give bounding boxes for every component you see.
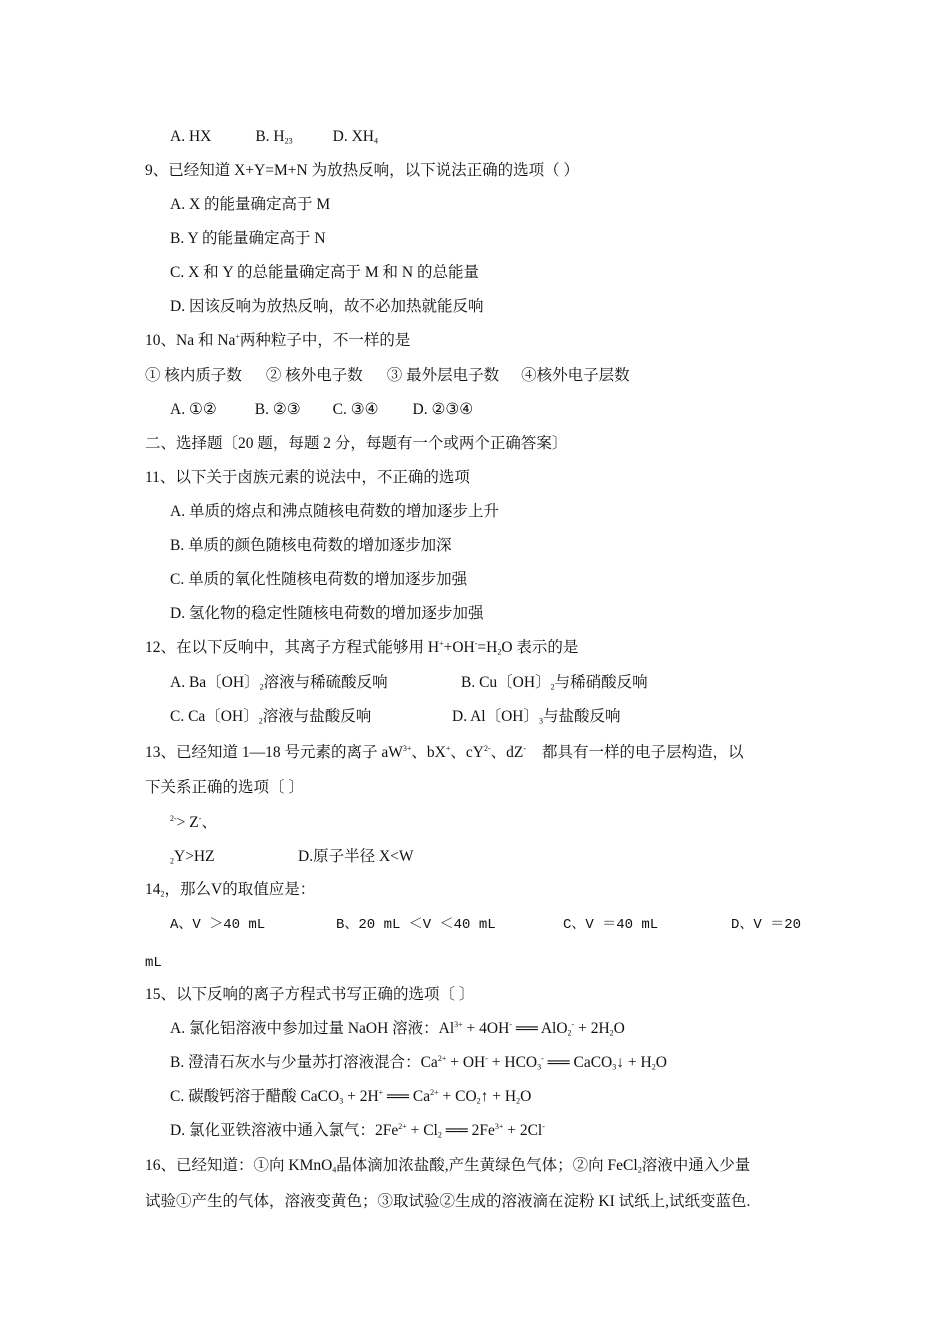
q12-option-d: D. Al〔OH〕$_3$与盐酸反响 (452, 708, 621, 726)
q11-stem: 11、以下关于卤族元素的说法中，不正确的选项 (145, 469, 470, 486)
q11-option-c: C. 单质的氧化性随核电荷数的增加逐步加强 (170, 571, 468, 588)
q10-items (145, 366, 630, 386)
q13-fragment-1: $^{2-}$> Z-、 (170, 814, 217, 831)
q15-option-b: B. 澄清石灰水与少量苏打溶液混合：$Ca^{2+} + OH^- + HCO_3^-$ ══ CaCO$_3$↓ + $H_2O$ (170, 1054, 667, 1072)
q16-stem-line2: 试验①产生的气体，溶液变黄色；③取试验②生成的溶液滴在淀粉 KI 试纸上,试纸变蓝色. (145, 1193, 751, 1210)
q14-option-b: B、20 mL ＜V ＜40 mL (336, 917, 496, 933)
q15-stem: 15、以下反响的离子方程式书写正确的选项〔 〕 (145, 986, 475, 1003)
q8-option-a: A. HX (170, 128, 212, 145)
q14-option-d-wrap: mL (145, 955, 162, 971)
q13-stem-line1: 13、已经知道 1—18 号元素的离子 $aW^{3+}$、bX+、$cY^{2-}$、dZ- 都具有一样的电子层构造，以 (145, 744, 744, 761)
q14-option-c: C、V ＝40 mL (563, 917, 659, 933)
q15-option-d: D. 氯化亚铁溶液中通入氯气：$2Fe^{2+} + Cl_2$ ══ $2Fe^{3+} + 2Cl^-$ (170, 1122, 545, 1140)
q10-option-a: A. ①② (170, 401, 217, 418)
q14-option-a: A、V ＞40 mL (170, 917, 266, 933)
q13-stem-line2: 下关系正确的选项〔 〕 (145, 779, 304, 796)
q10-options (170, 400, 473, 420)
q10-option-d: D. ②③④ (412, 401, 474, 418)
section-heading: 二、选择题〔20 题，每题 2 分，每题有一个或两个正确答案〕 (145, 435, 568, 452)
q16-stem-line1: 16、已经知道：①向 KMnO$_4$晶体滴加浓盐酸,产生黄绿色气体；②向 FeCl$_2$溶液中通入少量 (145, 1157, 751, 1175)
q11-option-b: B. 单质的颜色随核电荷数的增加逐步加深 (170, 537, 452, 554)
q15-option-c: C. 碳酸钙溶于醋酸 CaCO$_3$ + 2H+ ══ $Ca^{2+}$ + $CO_2↑ + H_2O$ (170, 1088, 532, 1106)
q12-option-c: C. Ca〔OH〕$_2$溶液与盐酸反响 (170, 708, 372, 726)
q14-option-d: D、V ＝20 (731, 917, 802, 933)
q10-stem: 10、Na 和 Na+两种粒子中，不一样的是 (145, 332, 411, 349)
q12-option-b: B. Cu〔OH〕$_2$与稀硝酸反响 (461, 674, 648, 692)
q10-option-b: B. ②③ (254, 401, 301, 418)
q10-option-c: C. ③④ (332, 401, 379, 418)
q9-option-b: B. Y 的能量确定高于 N (170, 230, 326, 247)
q11-option-a: A. 单质的熔点和沸点随核电荷数的增加逐步上升 (170, 503, 499, 520)
q9-stem: 9、已经知道 X+Y=M+N 为放热反响，以下说法正确的选项（ ） (145, 162, 579, 179)
q10-item-1: ① 核内质子数 (145, 367, 242, 384)
q14-stem: $14_2$，那么V的取值应是： (145, 881, 316, 899)
q8-options (170, 127, 378, 147)
q8-option-b: B. $H_{23}$ (255, 128, 293, 146)
q13-fragment-2: $_2$Y>HZ (170, 848, 215, 866)
q10-item-3: ③ 最外层电子数 (386, 367, 500, 384)
q10-item-4: ④核外电子层数 (521, 367, 630, 384)
q11-option-d: D. 氢化物的稳定性随核电荷数的增加逐步加强 (170, 605, 484, 622)
q12-stem: 12、在以下反响中，其离子方程式能够用 $H^++OH^-=H_2O$ 表示的是 (145, 639, 579, 657)
q15-option-a: A. 氯化铝溶液中参加过量 NaOH 溶液：$Al^{3+} + 4OH^-$ ══ $AlO_2^- + 2H_2O$ (170, 1020, 625, 1038)
q9-option-a: A. X 的能量确定高于 M (170, 196, 331, 213)
q9-option-d: D. 因该反响为放热反响，故不必加热就能反响 (170, 298, 484, 315)
q12-option-a: A. Ba〔OH〕$_2$溶液与稀硫酸反响 (170, 674, 388, 692)
q9-option-c: C. X 和 Y 的总能量确定高于 M 和 N 的总能量 (170, 264, 480, 281)
q10-item-2: ② 核外电子数 (265, 367, 363, 384)
q13-option-d: D.原子半径 X<W (298, 848, 414, 865)
q8-option-d: D. $XH_4$ (332, 128, 378, 146)
